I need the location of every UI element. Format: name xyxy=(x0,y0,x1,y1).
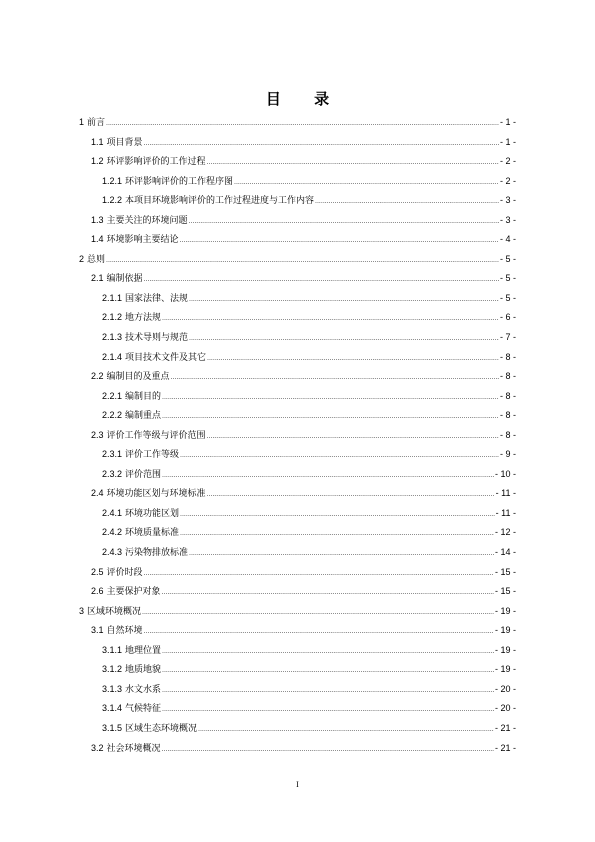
toc-entry[interactable] xyxy=(0,563,595,583)
toc-leader-dots xyxy=(207,349,499,369)
toc-entry-page: - 8 - xyxy=(499,429,516,440)
toc-entry-number: 2.4.3 xyxy=(102,547,123,558)
toc-entry-page: - 8 - xyxy=(499,351,516,362)
toc-entry-page: - 15 - xyxy=(494,586,516,597)
toc-entry-page: - 4 - xyxy=(499,234,516,245)
toc-leader-dots xyxy=(207,153,499,173)
toc-entry[interactable] xyxy=(0,367,595,387)
toc-entry[interactable] xyxy=(0,230,595,250)
toc-entry-number: 2.4.1 xyxy=(102,507,123,518)
toc-entry-page: - 14 - xyxy=(494,547,516,558)
toc-entry-label: 环境功能区划 xyxy=(125,508,180,519)
toc-leader-dots xyxy=(106,114,499,134)
toc-entry-label: 污染物排放标准 xyxy=(125,548,189,559)
toc-entry-page: - 19 - xyxy=(494,664,516,675)
toc-entry-page: - 8 - xyxy=(499,410,516,421)
toc-leader-dots xyxy=(207,485,495,505)
toc-entry-label: 地质地貌 xyxy=(125,665,162,676)
toc-entry[interactable] xyxy=(0,660,595,680)
toc-entry[interactable] xyxy=(0,641,595,661)
toc-entry-label: 总则 xyxy=(87,254,106,265)
toc-leader-dots xyxy=(144,622,494,642)
toc-leader-dots xyxy=(189,290,499,310)
toc-entry-number: 2.3.1 xyxy=(102,449,123,460)
toc-entry-number: 1.2.1 xyxy=(102,175,123,186)
toc-leader-dots xyxy=(162,407,499,427)
toc-entry-number: 3.1.2 xyxy=(102,664,123,675)
toc-entry-page: - 11 - xyxy=(495,507,516,518)
toc-entry-number: 3.2 xyxy=(91,742,104,753)
toc-leader-dots xyxy=(180,231,499,251)
toc-entry-label: 环评影响评价的工作过程 xyxy=(106,157,206,168)
toc-entry-label: 前言 xyxy=(87,118,106,128)
toc-entry[interactable] xyxy=(0,504,595,524)
toc-entry[interactable] xyxy=(0,680,595,700)
toc-entry-page: - 21 - xyxy=(494,722,516,733)
toc-leader-dots xyxy=(144,134,499,154)
toc-entry[interactable] xyxy=(0,543,595,563)
toc-entry-number: 2.6 xyxy=(91,586,104,597)
toc-entry[interactable] xyxy=(0,211,595,231)
toc-entry-page: - 19 - xyxy=(494,644,516,655)
toc-entry-page: - 12 - xyxy=(494,527,516,538)
toc-entry-page: - 9 - xyxy=(499,449,516,460)
toc-entry-label: 本项目环境影响评价的工作过程进度与工作内容 xyxy=(125,196,315,207)
toc-entry[interactable] xyxy=(0,582,595,602)
toc-entry-label: 环境影响主要结论 xyxy=(106,235,179,246)
toc-entry[interactable] xyxy=(0,250,595,270)
toc-entry-label: 编制目的 xyxy=(125,391,162,402)
toc-entry-number: 3.1.4 xyxy=(102,703,123,714)
toc-leader-dots xyxy=(162,583,494,603)
toc-entry-page: - 21 - xyxy=(494,742,516,753)
toc-leader-dots xyxy=(198,720,494,740)
toc-leader-dots xyxy=(189,544,494,564)
toc-entry[interactable] xyxy=(0,739,595,759)
toc-entry[interactable] xyxy=(0,191,595,211)
toc-leader-dots xyxy=(144,270,499,290)
toc-title: 目 录 xyxy=(265,90,344,108)
toc-entry-page: - 5 - xyxy=(499,253,516,264)
toc-entry-number: 2.1.4 xyxy=(102,351,123,362)
toc-list xyxy=(0,113,595,758)
toc-entry-number: 3.1.5 xyxy=(102,722,123,733)
toc-leader-dots xyxy=(234,173,499,193)
toc-entry-label: 编制依据 xyxy=(106,274,143,285)
toc-entry[interactable] xyxy=(0,113,595,133)
toc-entry-page: - 10 - xyxy=(494,468,516,479)
toc-entry-number: 2.1.2 xyxy=(102,312,123,323)
toc-entry-label: 主要关注的环境问题 xyxy=(106,215,188,226)
toc-entry[interactable] xyxy=(0,406,595,426)
toc-entry-number: 2.5 xyxy=(91,566,104,577)
toc-entry-label: 环境功能区划与环境标准 xyxy=(106,489,206,500)
toc-entry-label: 评价范围 xyxy=(125,469,162,480)
toc-entry-page: - 5 - xyxy=(499,292,516,303)
toc-leader-dots xyxy=(315,192,499,212)
toc-entry[interactable] xyxy=(0,308,595,328)
toc-entry-label: 水文水系 xyxy=(125,684,162,695)
toc-leader-dots xyxy=(189,212,499,232)
toc-entry-label: 编制重点 xyxy=(125,411,162,422)
toc-entry-page: - 8 - xyxy=(499,371,516,382)
toc-entry-number: 1.2.2 xyxy=(102,195,123,206)
toc-entry-page: - 3 - xyxy=(499,214,516,225)
toc-entry-page: - 19 - xyxy=(494,605,516,616)
toc-leader-dots xyxy=(162,466,494,486)
toc-entry-number: 2.2.2 xyxy=(102,410,123,421)
page-number-footer: I xyxy=(296,780,299,789)
toc-leader-dots xyxy=(162,388,499,408)
toc-entry-label: 自然环境 xyxy=(106,626,143,637)
toc-entry-number: 3.1.3 xyxy=(102,683,123,694)
toc-entry-number: 2.3.2 xyxy=(102,468,123,479)
toc-leader-dots xyxy=(180,446,499,466)
toc-entry-label: 环评影响评价的工作程序图 xyxy=(125,176,234,187)
toc-entry-number: 3.1.1 xyxy=(102,644,123,655)
toc-entry-number: 3.1 xyxy=(91,625,104,636)
toc-entry-label: 评价工作等级与评价范围 xyxy=(106,430,206,441)
toc-entry-page: - 15 - xyxy=(494,566,516,577)
toc-entry-label: 国家法律、法规 xyxy=(125,293,189,304)
toc-entry-label: 评价时段 xyxy=(106,567,143,578)
toc-entry-page: - 19 - xyxy=(494,625,516,636)
toc-entry-page: - 1 - xyxy=(499,117,516,127)
toc-entry-label: 编制目的及重点 xyxy=(106,372,170,383)
toc-leader-dots xyxy=(162,309,499,329)
toc-entry[interactable] xyxy=(0,426,595,446)
toc-entry-number: 2.2.1 xyxy=(102,390,123,401)
toc-entry-number: 2.2 xyxy=(91,371,104,382)
toc-entry-label: 评价工作等级 xyxy=(125,450,180,461)
toc-entry[interactable] xyxy=(0,699,595,719)
toc-entry[interactable] xyxy=(0,172,595,192)
toc-entry-number: 1.4 xyxy=(91,234,104,245)
toc-leader-dots xyxy=(189,329,499,349)
toc-entry[interactable] xyxy=(0,152,595,172)
toc-entry-page: - 2 - xyxy=(499,156,516,167)
toc-entry-page: - 7 - xyxy=(499,332,516,343)
toc-entry[interactable] xyxy=(0,719,595,739)
toc-entry[interactable] xyxy=(0,133,595,153)
toc-entry-page: - 20 - xyxy=(494,683,516,694)
toc-leader-dots xyxy=(162,740,494,760)
toc-leader-dots xyxy=(162,642,494,662)
toc-entry-page: - 11 - xyxy=(495,488,516,499)
toc-entry-page: - 2 - xyxy=(499,175,516,186)
toc-entry-page: - 6 - xyxy=(499,312,516,323)
toc-entry[interactable] xyxy=(0,289,595,309)
toc-leader-dots xyxy=(207,427,499,447)
toc-entry-label: 项目技术文件及其它 xyxy=(125,352,207,363)
toc-entry-label: 地理位置 xyxy=(125,645,162,656)
toc-entry-label: 地方法规 xyxy=(125,313,162,324)
toc-leader-dots xyxy=(142,603,494,623)
toc-entry-label: 气候特征 xyxy=(125,704,162,715)
toc-entry-label: 区域环境概况 xyxy=(87,606,142,617)
toc-entry-number: 1.1 xyxy=(91,136,104,147)
toc-entry-label: 环境质量标准 xyxy=(125,528,180,539)
toc-entry[interactable] xyxy=(0,484,595,504)
toc-entry[interactable] xyxy=(0,445,595,465)
toc-entry-label: 项目背景 xyxy=(106,137,143,148)
toc-leader-dots xyxy=(106,251,499,271)
toc-entry-page: - 1 - xyxy=(499,136,516,147)
toc-entry-page: - 5 - xyxy=(499,273,516,284)
toc-entry-number: 1.2 xyxy=(91,156,104,167)
toc-leader-dots xyxy=(162,700,494,720)
toc-leader-dots xyxy=(171,368,499,388)
toc-entry-number: 3 xyxy=(79,605,85,616)
toc-leader-dots xyxy=(180,524,494,544)
toc-entry[interactable] xyxy=(0,328,595,348)
toc-entry-label: 社会环境概况 xyxy=(106,743,161,754)
toc-entry-number: 2.1.1 xyxy=(102,292,123,303)
toc-entry[interactable] xyxy=(0,348,595,368)
toc-entry-number: 1.3 xyxy=(91,214,104,225)
toc-entry-label: 技术导则与规范 xyxy=(125,333,189,344)
toc-entry[interactable] xyxy=(0,621,595,641)
toc-entry[interactable] xyxy=(0,465,595,485)
toc-entry-number: 2.3 xyxy=(91,429,104,440)
toc-entry-page: - 3 - xyxy=(499,195,516,206)
toc-entry-number: 2 xyxy=(79,253,85,264)
toc-leader-dots xyxy=(144,564,494,584)
toc-entry-number: 1 xyxy=(79,117,85,127)
toc-entry-number: 2.1 xyxy=(91,273,104,284)
toc-entry-number: 2.1.3 xyxy=(102,332,123,343)
toc-entry-label: 区域生态环境概况 xyxy=(125,723,198,734)
toc-leader-dots xyxy=(162,681,494,701)
toc-leader-dots xyxy=(162,661,494,681)
toc-entry[interactable] xyxy=(0,387,595,407)
toc-entry-page: - 8 - xyxy=(499,390,516,401)
toc-entry[interactable] xyxy=(0,602,595,622)
toc-entry[interactable] xyxy=(0,523,595,543)
toc-entry-label: 主要保护对象 xyxy=(106,587,161,598)
toc-entry-number: 2.4 xyxy=(91,488,104,499)
toc-entry-number: 2.4.2 xyxy=(102,527,123,538)
toc-entry-page: - 20 - xyxy=(494,703,516,714)
toc-entry[interactable] xyxy=(0,269,595,289)
toc-leader-dots xyxy=(180,505,495,525)
